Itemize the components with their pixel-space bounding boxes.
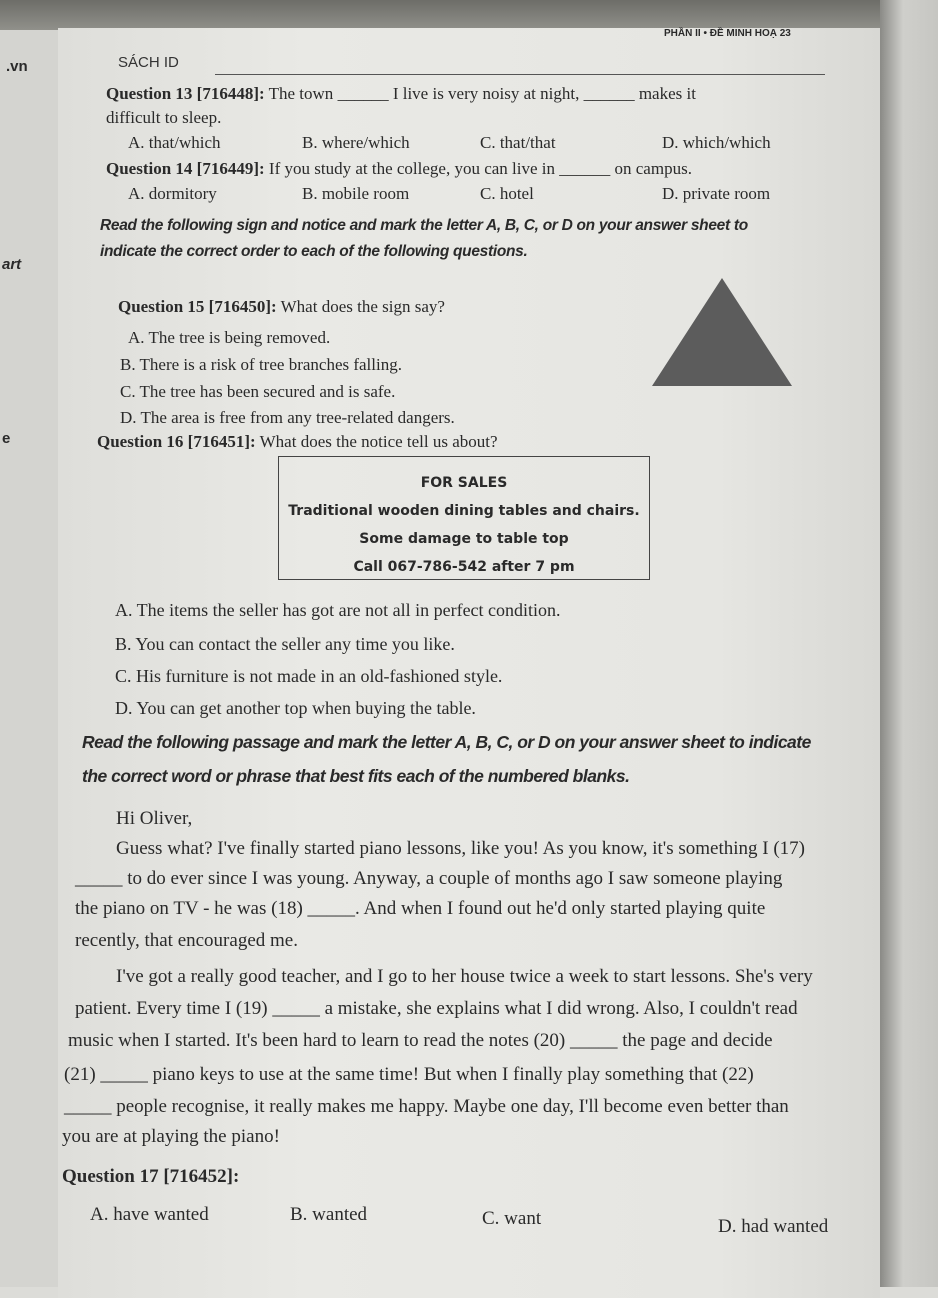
q17-option-b[interactable]: B. wanted	[290, 1204, 368, 1225]
instructions-sign: indicate the correct order to each of the following questions.	[100, 243, 528, 260]
q14-option-d[interactable]: D. private room	[662, 184, 771, 203]
q15-option-a[interactable]: A. The tree is being removed.	[128, 328, 331, 347]
q15-option-b[interactable]: B. There is a risk of tree branches falling.	[120, 355, 402, 374]
q16-option-b[interactable]: B. You can contact the seller any time you like.	[115, 634, 455, 654]
q13-option-a[interactable]: A. that/which	[128, 133, 221, 152]
q15-question: Question 15 [716450]: What does the sign say?	[118, 297, 445, 316]
instructions-passage: Read the following passage and mark the letter A, B, C, or D on your answer sheet to indicate	[82, 732, 811, 752]
q17-label: Question 17 [716452]:	[62, 1166, 240, 1187]
passage-line: you are at playing the piano!	[62, 1126, 280, 1147]
q13-text-cont: difficult to sleep.	[106, 108, 222, 127]
passage-line: patient. Every time I (19) _____ a mistake, she explains what I did wrong. Also, I couldn't read	[75, 998, 798, 1019]
section-header: PHẦN II • ĐỀ MINH HOẠ 23	[664, 28, 791, 39]
warning-sign-image	[652, 278, 792, 386]
q16-question: Question 16 [716451]: What does the notice tell us about?	[97, 432, 498, 451]
q14-option-b[interactable]: B. mobile room	[302, 184, 410, 203]
passage-line: Guess what? I've finally started piano lessons, like you! As you know, it's something I (17)	[116, 838, 805, 859]
q16-option-a[interactable]: A. The items the seller has got are not all in perfect condition.	[115, 600, 561, 620]
q13-option-d[interactable]: D. which/which	[662, 133, 771, 152]
notice-line: Some damage to table top	[359, 531, 569, 547]
sachid-logo: SÁCH ID	[118, 54, 179, 71]
instructions-passage: the correct word or phrase that best fits each of the numbered blanks.	[82, 766, 630, 786]
q14-text: Question 14 [716449]: If you study at the college, you can live in ______ on campus.	[106, 159, 692, 178]
instructions-sign: Read the following sign and notice and mark the letter A, B, C, or D on your answer sheet to	[100, 217, 748, 234]
notice-line: Call 067-786-542 after 7 pm	[353, 559, 575, 575]
q14-option-a[interactable]: A. dormitory	[128, 184, 217, 203]
q16-option-d[interactable]: D. You can get another top when buying the table.	[115, 698, 476, 718]
margin-fragment: art	[2, 256, 22, 273]
notice-title: FOR SALES	[420, 475, 508, 491]
q17-option-d[interactable]: D. had wanted	[718, 1216, 829, 1237]
photo-right-edge	[880, 0, 938, 1287]
q14-option-c[interactable]: C. hotel	[480, 184, 534, 203]
header-rule	[215, 74, 825, 75]
for-sale-notice	[278, 456, 650, 580]
passage-line: I've got a really good teacher, and I go to her house twice a week to start lessons. She's very	[116, 966, 813, 987]
adjacent-page	[0, 30, 62, 1287]
margin-fragment: e	[2, 430, 11, 447]
q17-option-a[interactable]: A. have wanted	[90, 1204, 209, 1225]
q17-option-c[interactable]: C. want	[482, 1208, 542, 1229]
passage-line: (21) _____ piano keys to use at the same time! But when I finally play something that (22)	[64, 1064, 754, 1085]
passage-line: _____ people recognise, it really makes me happy. Maybe one day, I'll become even better than	[64, 1096, 789, 1117]
q13-text: Question 13 [716448]: The town ______ I live is very noisy at night, ______ makes it	[106, 84, 696, 103]
q15-option-c[interactable]: C. The tree has been secured and is safe.	[120, 382, 396, 401]
margin-fragment: .vn	[6, 58, 28, 75]
passage-line: Hi Oliver,	[116, 808, 193, 829]
passage-line: _____ to do ever since I was young. Anyway, a couple of months ago I saw someone playing	[75, 868, 783, 889]
passage-line: music when I started. It's been hard to learn to read the notes (20) _____ the page and decide	[68, 1030, 773, 1051]
q13-option-b[interactable]: B. where/which	[302, 133, 410, 152]
q16-option-c[interactable]: C. His furniture is not made in an old-fashioned style.	[115, 666, 503, 686]
q13-option-c[interactable]: C. that/that	[480, 133, 556, 152]
q15-option-d[interactable]: D. The area is free from any tree-related dangers.	[120, 408, 455, 427]
notice-line: Traditional wooden dining tables and chairs.	[288, 503, 640, 519]
passage-line: the piano on TV - he was (18) _____. And when I found out he'd only started playing quite	[75, 898, 766, 919]
passage-line: recently, that encouraged me.	[75, 930, 298, 951]
